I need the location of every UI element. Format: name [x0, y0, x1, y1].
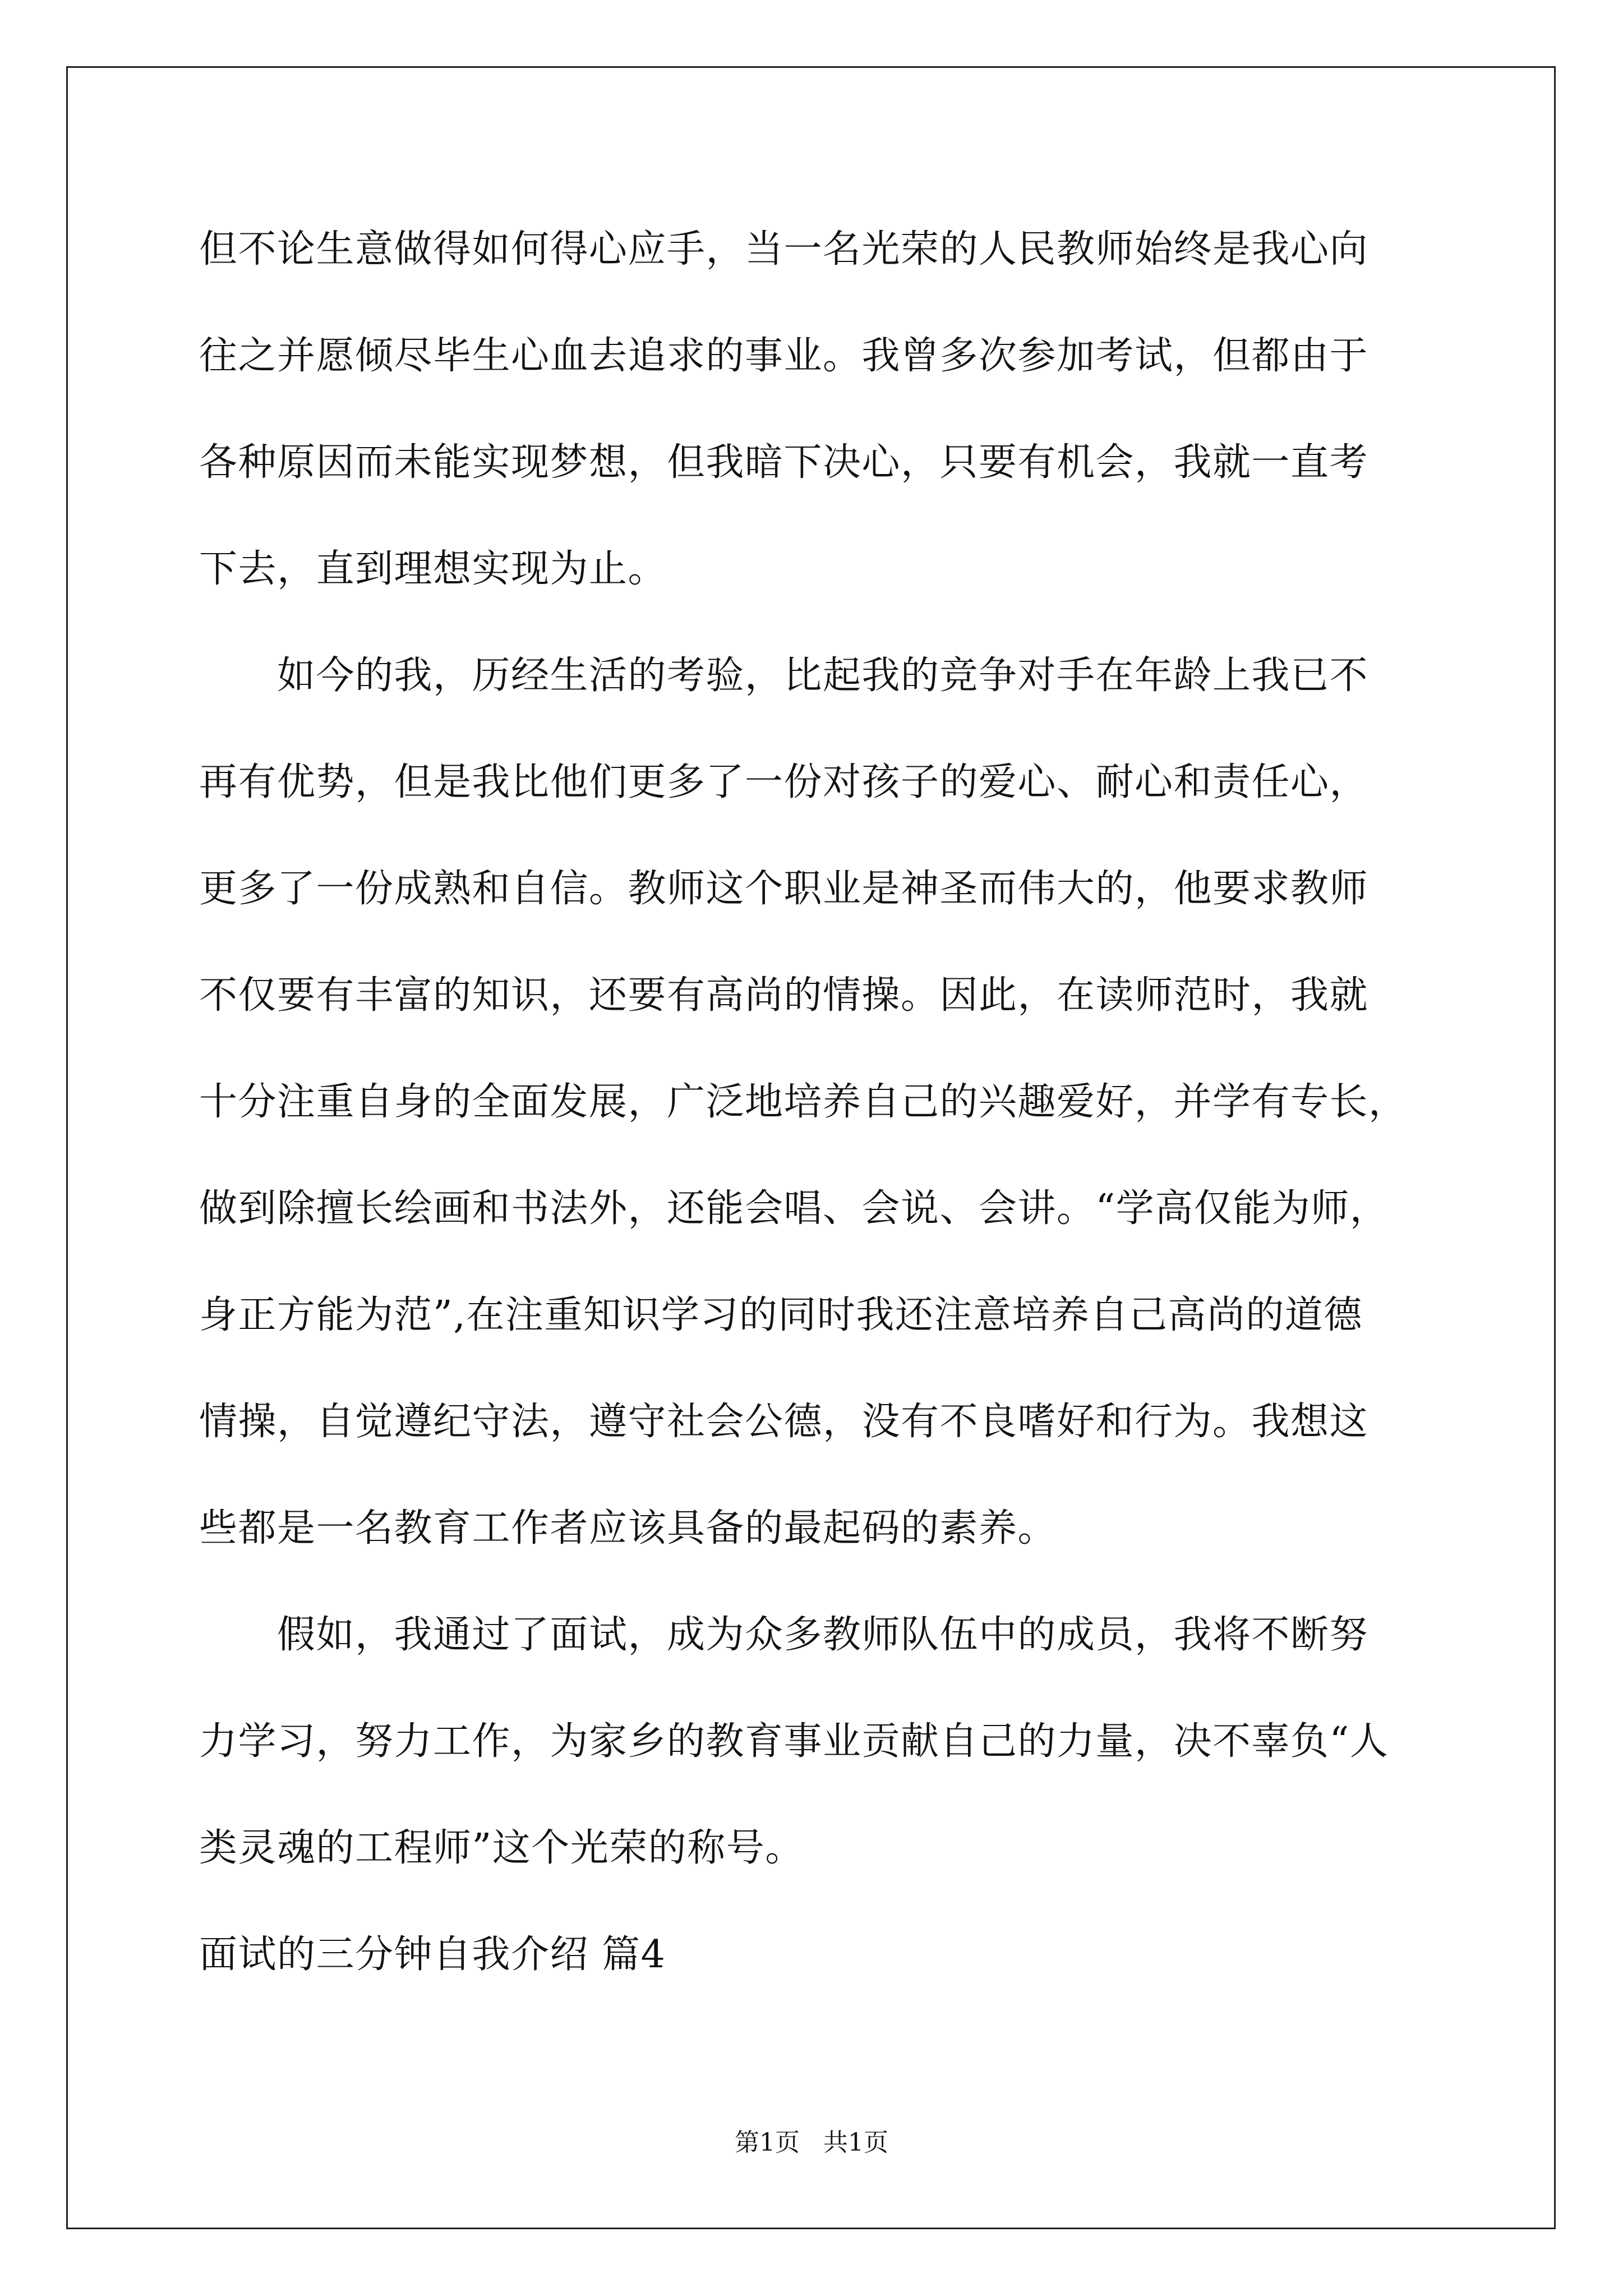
body-line: 类灵魂的工程师”这个光荣的称号。	[199, 1826, 804, 1870]
page-footer: 第1页 共1页	[735, 2128, 888, 2157]
body-line: 如今的我，历经生活的考验，比起我的竞争对手在年龄上我已不	[199, 654, 1369, 698]
body-line: 下去，直到理想实现为止。	[199, 547, 667, 591]
body-line: 身正方能为范”,在注重知识学习的同时我还注意培养自己高尚的道德	[199, 1293, 1363, 1337]
body-line: 假如，我通过了面试，成为众多教师队伍中的成员，我将不断努	[199, 1613, 1369, 1657]
body-line: 更多了一份成熟和自信。教师这个职业是神圣而伟大的，他要求教师	[199, 867, 1369, 911]
body-line: 再有优势，但是我比他们更多了一份对孩子的爱心、耐心和责任心，	[199, 760, 1369, 804]
body-line: 各种原因而未能实现梦想，但我暗下决心，只要有机会，我就一直考	[199, 440, 1369, 485]
body-line: 但不论生意做得如何得心应手，当一名光荣的人民教师始终是我心向	[199, 227, 1369, 272]
body-line: 情操，自觉遵纪守法，遵守社会公德，没有不良嗜好和行为。我想这	[199, 1400, 1369, 1444]
body-line: 不仅要有丰富的知识，还要有高尚的情操。因此，在读师范时，我就	[199, 973, 1369, 1018]
body-line: 十分注重自身的全面发展，广泛地培养自己的兴趣爱好，并学有专长，	[199, 1080, 1408, 1124]
body-line: 做到除擅长绘画和书法外，还能会唱、会说、会讲。“学高仅能为师，	[199, 1186, 1389, 1231]
body-line: 力学习，努力工作，为家乡的教育事业贡献自己的力量，决不辜负“人	[199, 1719, 1389, 1764]
body-line: 些都是一名教育工作者应该具备的最起码的素养。	[199, 1506, 1057, 1550]
section-heading: 面试的三分钟自我介绍 篇4	[199, 1932, 666, 1977]
body-line: 往之并愿倾尽毕生心血去追求的事业。我曾多次参加考试，但都由于	[199, 334, 1369, 378]
page-border	[66, 66, 1556, 2229]
